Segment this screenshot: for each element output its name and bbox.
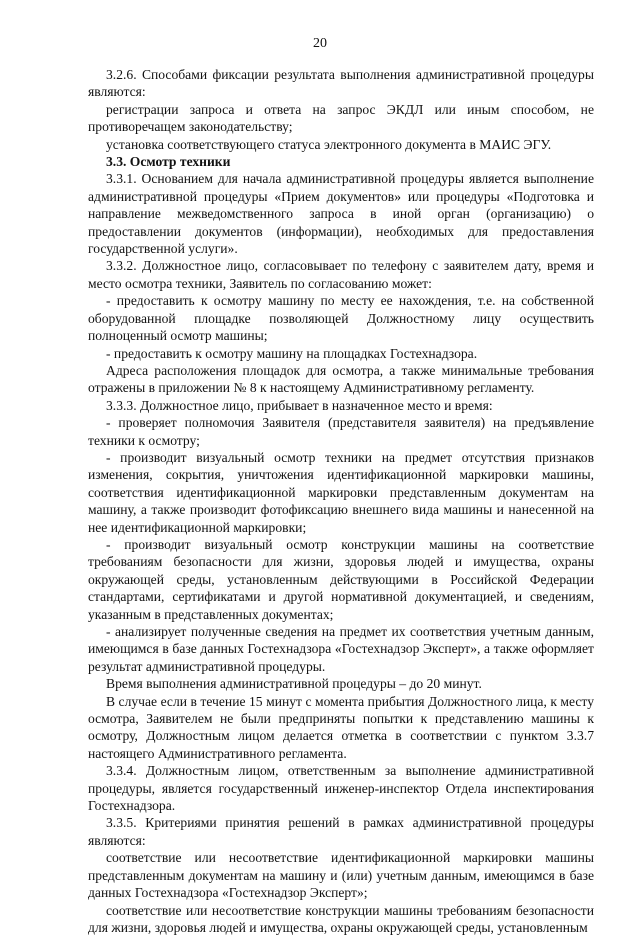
paragraph: 3.3.1. Основанием для начала административной процедуры является выполнение административной процедуры «Прием документов» или процедуры «Подготовка и направление межведомственного запроса в иной орган (организацию) о предоставлении документов (информации), необходимых для предоставления государственной услуги». (88, 170, 594, 257)
paragraph: 3.3.2. Должностное лицо, согласовывает по телефону с заявителем дату, время и место осмотра техники, Заявитель по согласованию может: (88, 257, 594, 292)
paragraph: Адреса расположения площадок для осмотра, а также минимальные требования отражены в приложении № 8 к настоящему Административному регламенту. (88, 362, 594, 397)
paragraph: 3.3.3. Должностное лицо, прибывает в назначенное место и время: (88, 397, 594, 414)
paragraph: - анализирует полученные сведения на предмет их соответствия учетным данным, имеющимся в базе данных Гостехнадзора «Гостехнадзор Эксперт», а также оформляет результат административной процедуры. (88, 623, 594, 675)
paragraph: В случае если в течение 15 минут с момента прибытия Должностного лица, к месту осмотра, Заявителем не были предприняты попытки к представлению машины к осмотру, Должностным лицом делается отметка в соответствии с пунктом 3.3.7 настоящего Административного регламента. (88, 693, 594, 763)
paragraph: 3.3.5. Критериями принятия решений в рамках административной процедуры являются: (88, 814, 594, 849)
paragraph: установка соответствующего статуса электронного документа в МАИС ЭГУ. (88, 136, 594, 153)
section-heading: 3.3. Осмотр техники (88, 153, 594, 170)
page-number: 20 (0, 36, 640, 52)
paragraph: - проверяет полномочия Заявителя (представителя заявителя) на предъявление техники к осмотру; (88, 414, 594, 449)
paragraph: - предоставить к осмотру машину на площадках Гостехнадзора. (88, 345, 594, 362)
paragraph: 3.2.6. Способами фиксации результата выполнения административной процедуры являются: (88, 66, 594, 101)
paragraph: - производит визуальный осмотр конструкции машины на соответствие требованиям безопасности для жизни, здоровья людей и имущества, охраны окружающей среды, установленным действующими в Российской Федерации стандартами, сертификатами и другой нормативной документацией, и сведениям, указанным в представленных документах; (88, 536, 594, 623)
paragraph: соответствие или несоответствие идентификационной маркировки машины представленным документам на машину и (или) учетным данным, имеющимся в базе данных Гостехнадзора «Гостехнадзор Эксперт»; (88, 849, 594, 901)
paragraph: Время выполнения административной процедуры – до 20 минут. (88, 675, 594, 692)
document-body (88, 66, 594, 936)
paragraph: соответствие или несоответствие конструкции машины требованиям безопасности для жизни, здоровья людей и имущества, охраны окружающей среды, установленным (88, 902, 594, 936)
paragraph: - производит визуальный осмотр техники на предмет отсутствия признаков изменения, сокрытия, уничтожения идентификационной маркировки машины, соответствия идентификационной маркировки представленным документам на машину, а также производит фотофиксацию внешнего вида машины и нанесенной на нее идентификационной маркировки; (88, 449, 594, 536)
paragraph: - предоставить к осмотру машину по месту ее нахождения, т.е. на собственной оборудованной площадке позволяющей Должностному лицу осуществить полноценный осмотр машины; (88, 292, 594, 344)
paragraph: регистрации запроса и ответа на запрос ЭКДЛ или иным способом, не противоречащем законодательству; (88, 101, 594, 136)
paragraph: 3.3.4. Должностным лицом, ответственным за выполнение административной процедуры, является государственный инженер-инспектор Отдела инспектирования Гостехнадзора. (88, 762, 594, 814)
